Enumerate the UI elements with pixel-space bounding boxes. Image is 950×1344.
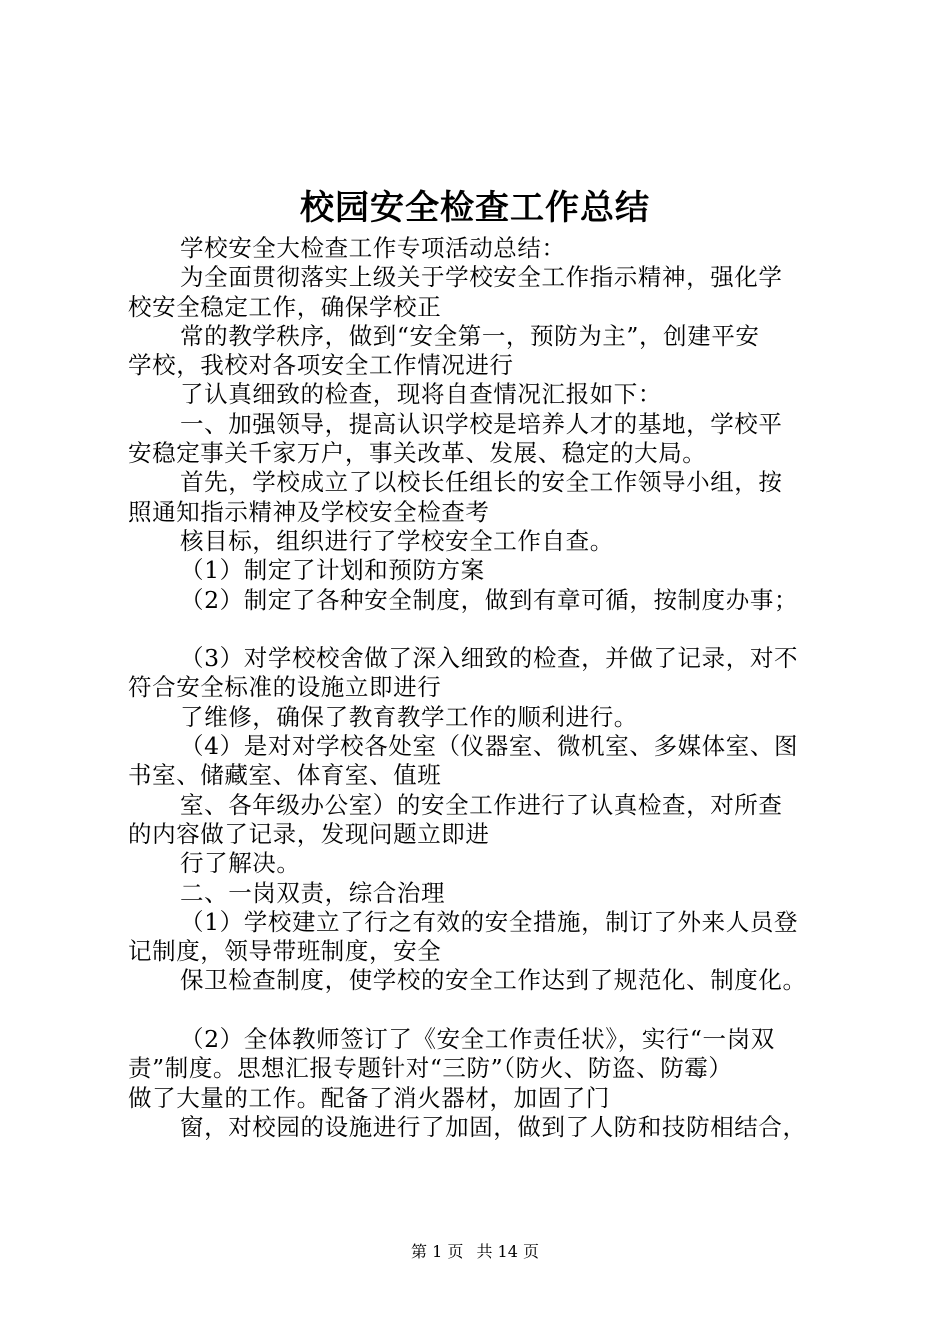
body-line: 责”制度。思想汇报专题针对“三防”（防火、防盗、防霉） xyxy=(128,1054,733,1083)
body-line: 保卫检查制度，使学校的安全工作达到了规范化、制度化。 xyxy=(180,966,807,995)
body-line: 二、一岗双责，综合治理 xyxy=(180,878,446,907)
body-line: 做了大量的工作。配备了消火器材，加固了门 xyxy=(128,1083,610,1112)
body-line: 了维修，确保了教育教学工作的顺利进行。 xyxy=(180,702,638,731)
document-title: 校园安全检查工作总结 xyxy=(300,188,650,228)
body-line: 为全面贯彻落实上级关于学校安全工作指示精神，强化学 xyxy=(180,263,783,292)
body-line: 的内容做了记录，发现问题立即进 xyxy=(128,819,490,848)
body-line: 校安全稳定工作，确保学校正 xyxy=(128,292,442,321)
body-line: 首先，学校成立了以校长任组长的安全工作领导小组，按 xyxy=(180,468,783,497)
blank-line xyxy=(128,615,838,644)
body-line: （2）制定了各种安全制度，做到有章可循，按制度办事； xyxy=(180,585,799,614)
body-line: 了认真细致的检查，现将自查情况汇报如下： xyxy=(180,380,662,409)
page-footer xyxy=(0,1242,950,1262)
body-line: 窗，对校园的设施进行了加固，做到了人防和技防相结合， xyxy=(180,1112,807,1141)
body-line: 学校安全大检查工作专项活动总结： xyxy=(180,234,566,262)
blank-line xyxy=(128,996,838,1025)
body-line: （1）制定了计划和预防方案 xyxy=(180,556,485,585)
body-line: 核目标，组织进行了学校安全工作自查。 xyxy=(180,526,614,555)
page-total: 共 14 页 xyxy=(476,1242,539,1261)
body-line: 常的教学秩序，做到“安全第一，预防为主”，创建平安 xyxy=(180,321,760,350)
body-line: 室、各年级办公室）的安全工作进行了认真检查，对所查 xyxy=(180,790,783,819)
body-line: 一、加强领导，提高认识学校是培养人才的基地，学校平 xyxy=(180,409,783,438)
body-line: 记制度，领导带班制度，安全 xyxy=(128,937,442,966)
body-line: 照通知指示精神及学校安全检查考 xyxy=(128,497,490,526)
document-body xyxy=(128,234,838,1142)
body-line: （1）学校建立了行之有效的安全措施，制订了外来人员登 xyxy=(180,907,799,936)
body-line: （2）全体教师签订了《安全工作责任状》，实行“一岗双 xyxy=(180,1025,775,1054)
body-line: 安稳定事关千家万户，事关改革、发展、稳定的大局。 xyxy=(128,439,707,468)
body-line: 学校，我校对各项安全工作情况进行 xyxy=(128,351,514,380)
body-line: （3）对学校校舍做了深入细致的检查，并做了记录，对不 xyxy=(180,644,799,673)
body-line: （4）是对对学校各处室（仪器室、微机室、多媒体室、图 xyxy=(180,732,799,761)
body-line: 书室、储藏室、体育室、值班 xyxy=(128,761,442,790)
body-line: 行了解决。 xyxy=(180,849,301,878)
body-line: 符合安全标准的设施立即进行 xyxy=(128,673,442,702)
page-number: 第 1 页 xyxy=(411,1242,464,1261)
